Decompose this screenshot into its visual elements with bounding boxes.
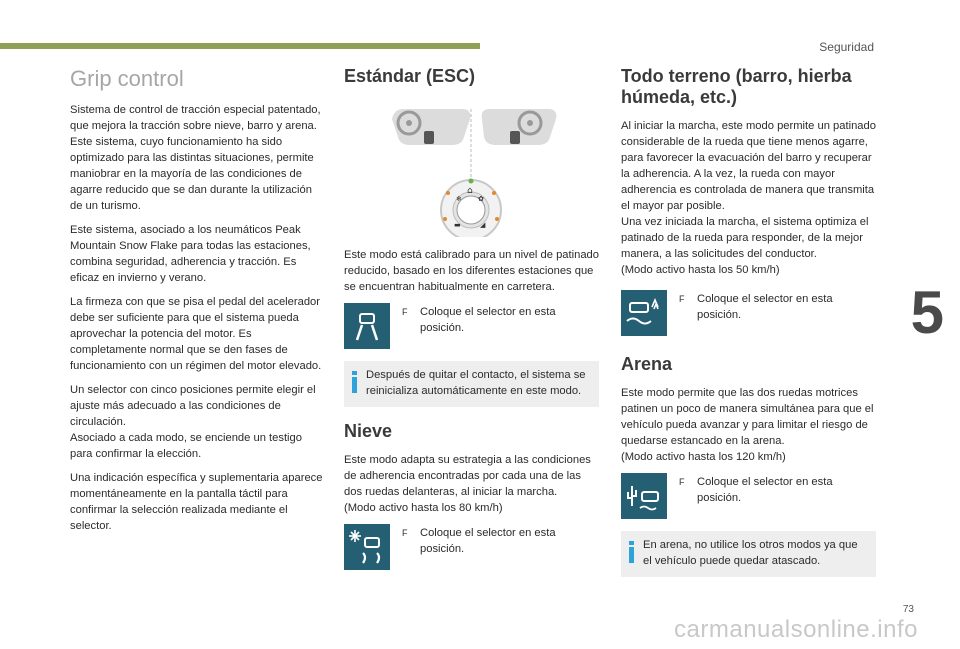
bullet-marker: F	[679, 477, 685, 487]
mud-mode-icon	[621, 290, 667, 336]
paragraph-display: Una indicación específica y suplementaria aparece momentáneamente en la pantalla táctil para confirmar la selección realizada mediante el selector.	[70, 472, 323, 532]
paragraph-accelerator: La firmeza con que se pisa el pedal del acelerador debe ser suficiente para que el sistema pueda aprovechar la potencia del motor. Es completamente normal que se den fases de funcionamiento con un régimen del motor elevado.	[70, 296, 322, 372]
column-grip-control	[70, 62, 325, 542]
esc-instruction-text: Coloque el selector en esta posición.	[420, 306, 556, 334]
bullet-marker: F	[402, 528, 408, 538]
sand-instruction	[621, 473, 876, 519]
mud-instruction-text: Coloque el selector en esta posición.	[697, 293, 833, 321]
column-esc-snow	[344, 62, 599, 582]
mud-description: Al iniciar la marcha, este modo permite un patinado considerable de la rueda que tiene menos agarre, para favorecer la evacuación del barro y recuperar la adherencia. A la vez, la rueda con mayor adherencia es controlada de manera que transmita el mayor par posible. Una vez iniciada la marcha, el sistema optimiza el patinado de la rueda para responder, de la mejor manera, a las solicitudes del conductor. (Modo activo hasta los 50 km/h)	[621, 120, 876, 276]
snow-mode-icon	[344, 524, 390, 570]
svg-text:❄: ❄	[456, 195, 462, 203]
snow-instruction-text: Coloque el selector en esta posición.	[420, 527, 556, 555]
page-title: Grip control	[70, 66, 184, 91]
heading-mud: Todo terreno (barro, hierba húmeda, etc.)	[621, 66, 852, 107]
chapter-number: 5	[910, 279, 944, 346]
svg-text:⌂: ⌂	[467, 186, 473, 196]
paragraph-tires: Este sistema, asociado a los neumáticos Peak Mountain Snow Flake para todas las estaciones, combina seguridad, adherencia y tracción. Es eficaz en invierno y verano.	[70, 224, 311, 284]
svg-text:✿: ✿	[478, 195, 484, 203]
paragraph-selector: Un selector con cinco posiciones permite elegir el ajuste más adecuado a las condiciones de circulación. Asociado a cada modo, se enciende un testigo para confirmar la elección.	[70, 384, 316, 460]
info-icon	[352, 371, 357, 393]
watermark: carmanualsonline.info	[674, 616, 918, 643]
esc-description: Este modo está calibrado para un nivel de patinado reducido, basado en los diferentes estaciones que se encuentran habitualmente en carretera.	[344, 249, 599, 293]
sand-info-note	[621, 531, 876, 577]
intro-paragraph: Sistema de control de tracción especial patentado, que mejora la tracción sobre nieve, barro y arena. Este sistema, cuyo funcionamiento ha sido optimizado para las distintas situaciones, permite maniobrar en la mayoría de las condiciones de agarre reducido que se dan durante la utilización de un turismo.	[70, 104, 321, 212]
mud-instruction	[621, 290, 876, 336]
bullet-marker: F	[402, 307, 408, 317]
svg-text:▬: ▬	[454, 221, 461, 229]
grip-selector-dial-icon	[344, 97, 599, 237]
info-icon	[629, 541, 634, 563]
heading-snow: Nieve	[344, 421, 393, 441]
esc-instruction	[344, 303, 599, 349]
sand-instruction-text: Coloque el selector en esta posición.	[697, 476, 833, 504]
esc-note-text: Después de quitar el contacto, el sistema se reinicializa automáticamente en este modo.	[366, 369, 586, 397]
heading-sand: Arena	[621, 354, 673, 374]
page-number: 73	[902, 604, 914, 615]
sand-mode-icon	[621, 473, 667, 519]
sand-note-text: En arena, no utilice los otros modos ya que el vehículo puede quedar atascado.	[643, 539, 858, 567]
esc-road-icon	[344, 303, 390, 349]
snow-description: Este modo adapta su estrategia a las condiciones de adherencia encontradas por cada una de las dos ruedas delanteras, al iniciar la marcha. (Modo activo hasta los 80 km/h)	[344, 454, 591, 514]
sand-description: Este modo permite que las dos ruedas motrices patinen un poco de manera simultánea para que el vehículo pueda avanzar y para limitar el riesgo de quedarse estancado en la arena. (Modo activo hasta los 120 km/h)	[621, 387, 874, 463]
heading-esc: Estándar (ESC)	[344, 66, 476, 86]
bullet-marker: F	[679, 294, 685, 304]
header-accent-bar	[0, 43, 480, 49]
snow-instruction	[344, 524, 599, 570]
esc-info-note	[344, 361, 599, 407]
section-label: Seguridad	[819, 40, 874, 54]
svg-text:◢: ◢	[480, 221, 486, 229]
grip-control-illustration	[344, 97, 599, 237]
column-mud-sand	[621, 62, 876, 591]
